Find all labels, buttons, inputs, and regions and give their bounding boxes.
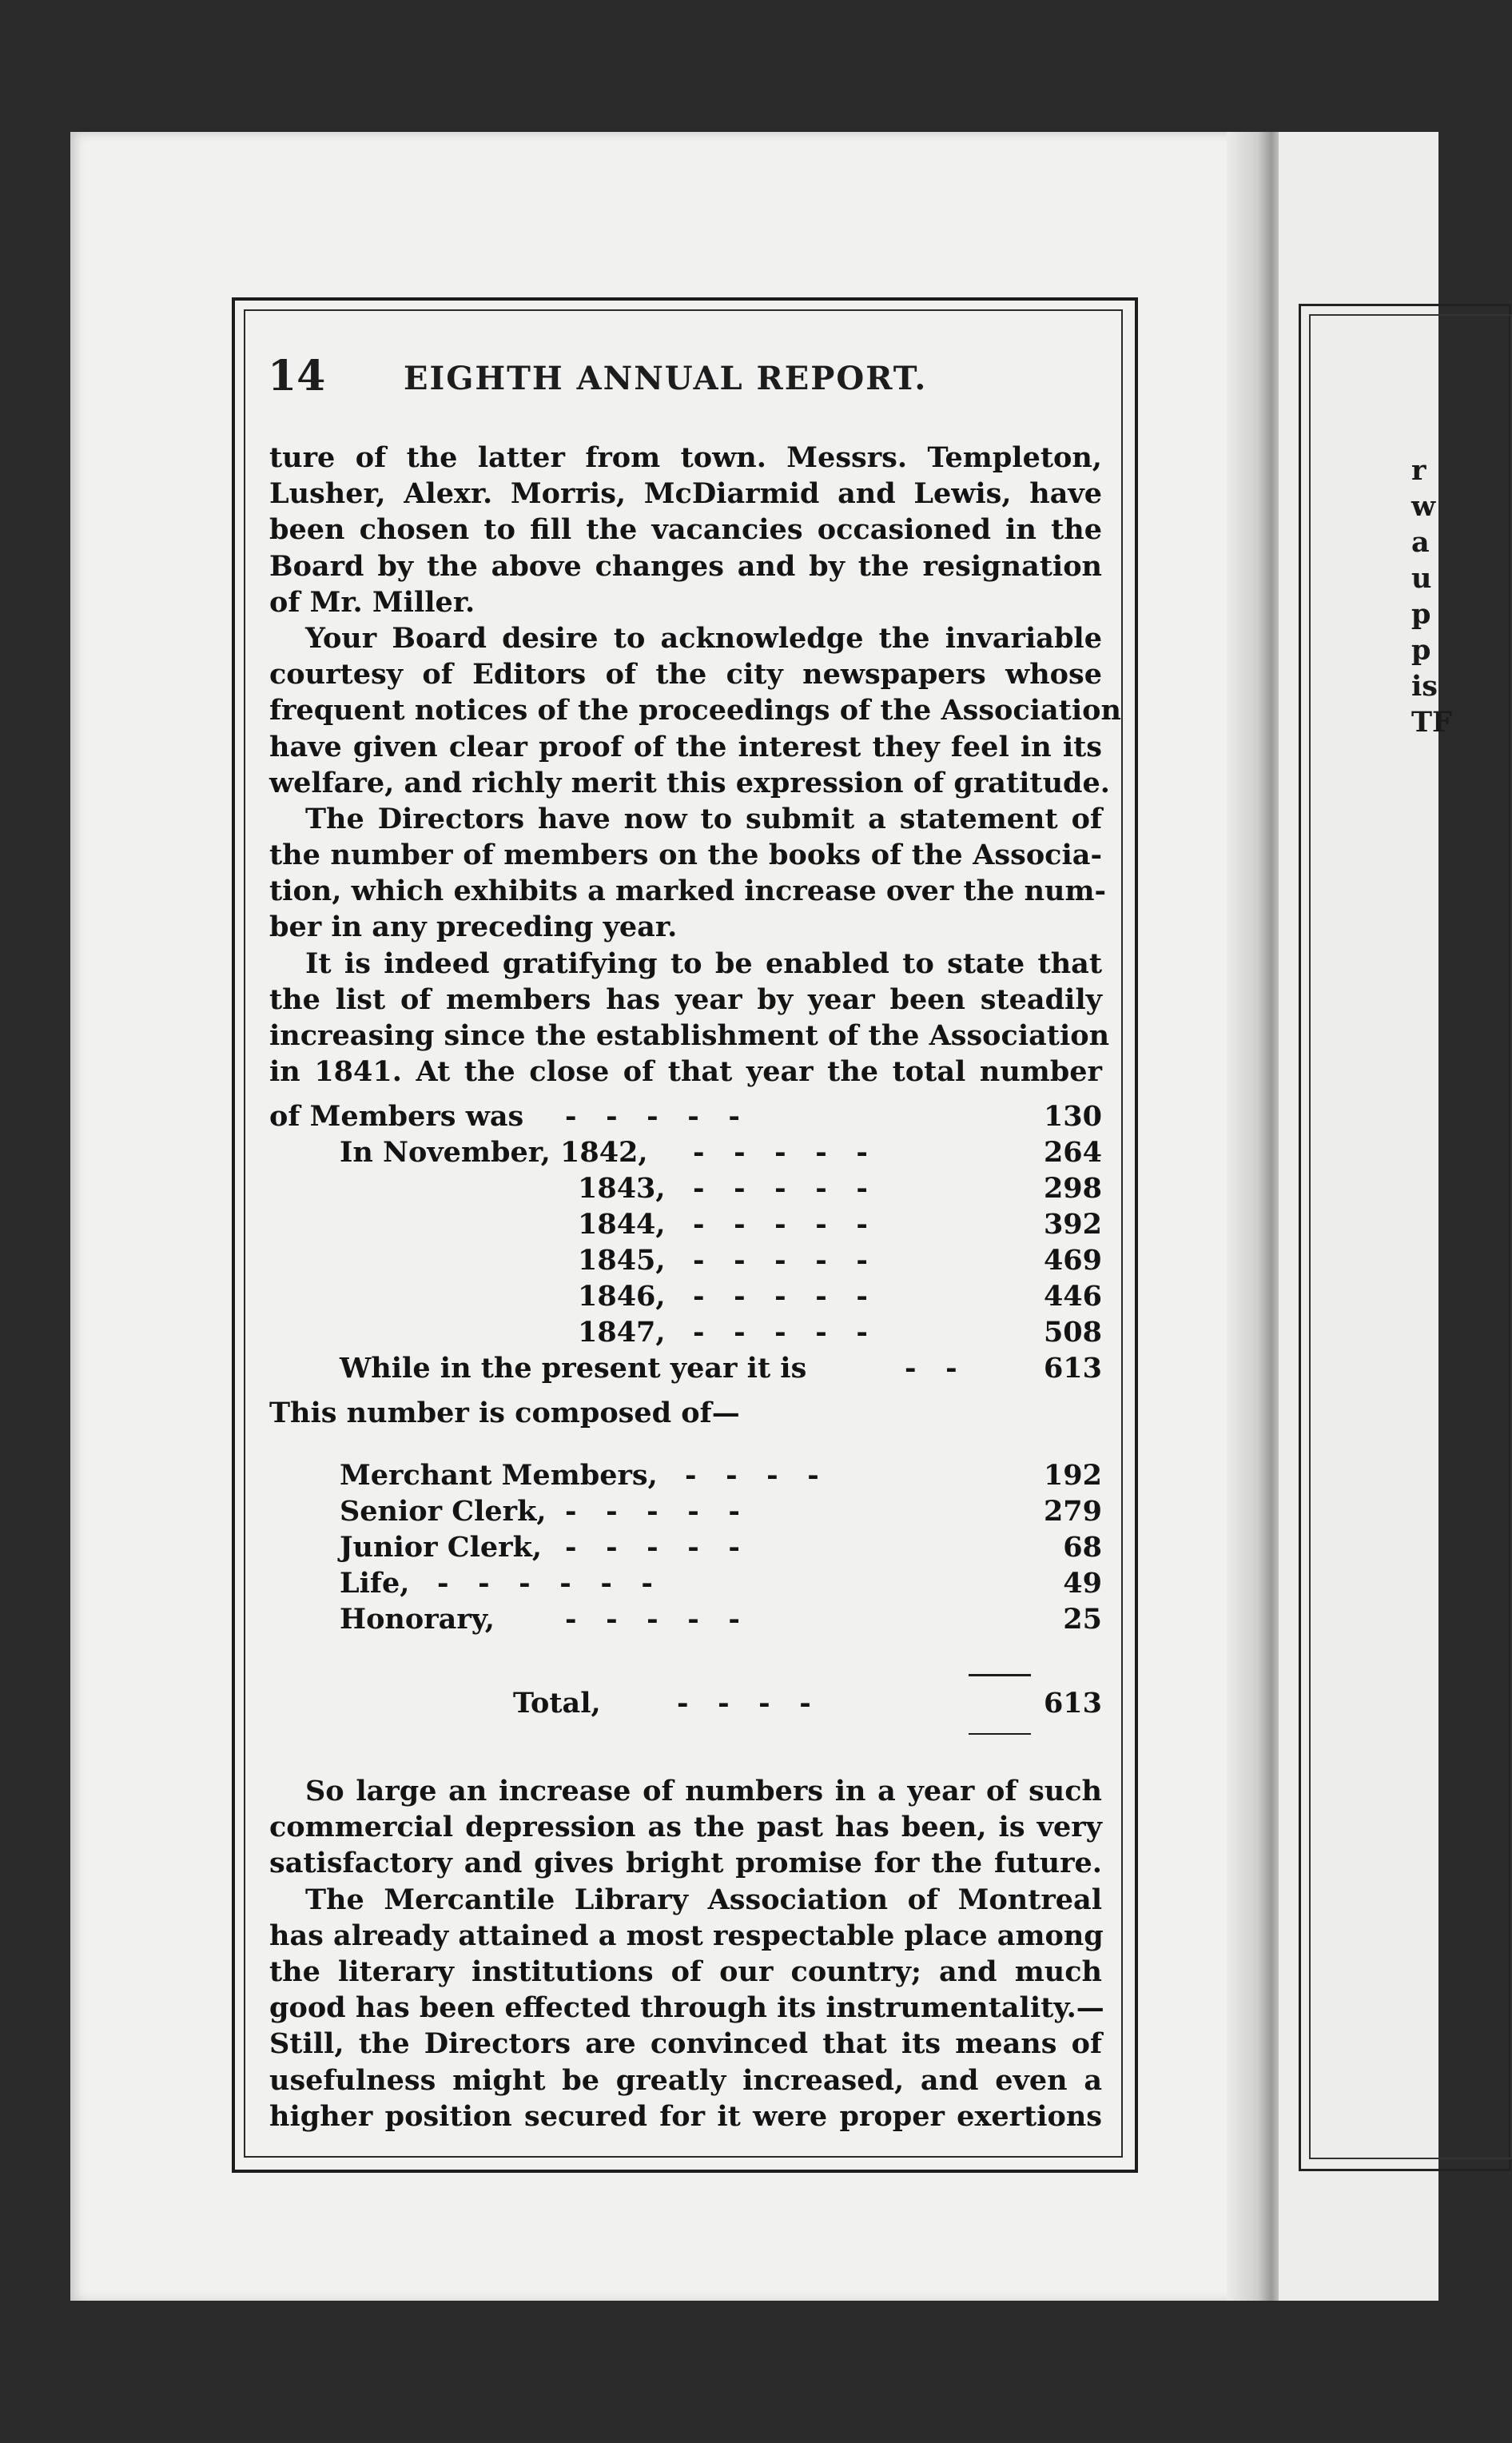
- composition-intro-text: This number is composed of—: [269, 1397, 740, 1429]
- body-text-upper: [269, 440, 1121, 1090]
- row-leader: - - - - -: [693, 1208, 868, 1241]
- row-value: 446: [1043, 1280, 1102, 1313]
- facing-page-text: [1411, 452, 1452, 740]
- row-label: Honorary,: [340, 1603, 495, 1636]
- table-row: [269, 1493, 1102, 1529]
- facing-line: w: [1411, 490, 1436, 523]
- row-leader: - - - -: [677, 1687, 811, 1720]
- row-label: While in the present year it is: [340, 1352, 807, 1385]
- text-line: courtesy of Editors of the city newspapers whose: [269, 658, 1102, 691]
- table-row: [269, 1314, 1102, 1350]
- text-line: good has been effected through its instrumentality.—: [269, 1991, 1104, 2025]
- row-value: 613: [1043, 1352, 1102, 1385]
- row-label: In November, 1842,: [340, 1136, 648, 1169]
- table-row: [269, 1206, 1102, 1242]
- facing-line: is: [1411, 670, 1438, 703]
- table-row: [269, 1601, 1102, 1637]
- row-leader: - - - - - -: [437, 1567, 653, 1600]
- text-line: satisfactory and gives bright promise for the future.: [269, 1847, 1102, 1880]
- text-line: been chosen to fill the vacancies occasioned in the: [269, 513, 1102, 547]
- page-number: 14: [268, 352, 326, 401]
- facing-line: r: [1411, 454, 1426, 487]
- row-label: Senior Clerk,: [340, 1495, 547, 1528]
- facing-page-frame-inner: [1309, 314, 1512, 2159]
- row-leader: - - - - -: [693, 1244, 868, 1277]
- row-leader: - - - - -: [565, 1495, 740, 1528]
- text-line: welfare, and richly merit this expression of gratitude.: [269, 766, 1110, 799]
- book-gutter: [1227, 132, 1283, 2302]
- facing-line: a: [1411, 526, 1430, 559]
- text-line: The Directors have now to submit a statement of: [305, 802, 1102, 835]
- row-value: 298: [1043, 1172, 1102, 1205]
- text-line: has already attained a most respectable place among: [269, 1919, 1104, 1952]
- row-value: 68: [1063, 1531, 1102, 1564]
- sum-rule: [969, 1674, 1031, 1676]
- row-label: of Members was: [269, 1100, 524, 1133]
- body-text-lower: [269, 1773, 1102, 2134]
- composition-table: [269, 1457, 1102, 1637]
- table-row: [269, 1242, 1102, 1278]
- row-leader: - - - -: [685, 1459, 819, 1492]
- row-value: 49: [1063, 1567, 1102, 1600]
- facing-line: p: [1411, 598, 1431, 631]
- row-leader: - - - - -: [693, 1172, 868, 1205]
- text-line: increasing since the establishment of the Association: [269, 1019, 1110, 1052]
- text-line: Lusher, Alexr. Morris, McDiarmid and Lewis, have: [269, 477, 1102, 511]
- row-leader: - - - - -: [693, 1136, 868, 1169]
- table-row: [269, 1565, 1102, 1601]
- scan-background-bottom: [0, 2301, 1438, 2443]
- table-row: [269, 1134, 1102, 1170]
- paragraph-increase: [269, 1773, 1102, 1882]
- text-line: frequent notices of the proceedings of the Association: [269, 694, 1121, 727]
- row-value: 192: [1043, 1459, 1102, 1492]
- running-header: [268, 352, 1115, 400]
- facing-line: p: [1411, 634, 1431, 667]
- text-line: usefulness might be greatly increased, and even a: [269, 2063, 1102, 2097]
- table-row: [269, 1457, 1102, 1493]
- row-value: 613: [1043, 1687, 1102, 1720]
- running-title: EIGHTH ANNUAL REPORT.: [404, 360, 928, 397]
- row-label: 1846,: [578, 1280, 666, 1313]
- text-line: tion, which exhibits a marked increase over the num-: [269, 875, 1107, 908]
- table-row: [269, 1098, 1102, 1134]
- row-label: 1845,: [578, 1244, 666, 1277]
- table-row: [269, 1170, 1102, 1206]
- text-line: the literary institutions of our country; and much: [269, 1955, 1102, 1988]
- row-leader: - - - - -: [565, 1100, 740, 1133]
- text-line: ber in any preceding year.: [269, 911, 678, 944]
- row-value: 469: [1043, 1244, 1102, 1277]
- table-row: [269, 1350, 1102, 1386]
- paragraph-vacancies: [269, 440, 1102, 620]
- row-label: 1844,: [578, 1208, 666, 1241]
- total-row: [269, 1685, 1102, 1721]
- row-leader: - - - - -: [565, 1603, 740, 1636]
- total-rule: [969, 1733, 1031, 1735]
- text-line: in 1841. At the close of that year the total number: [269, 1055, 1102, 1089]
- text-line: Still, the Directors are convinced that its means of: [269, 2027, 1102, 2061]
- text-line: higher position secured for it were proper exertions: [269, 2099, 1102, 2133]
- text-line: have given clear proof of the interest they feel in its: [269, 730, 1102, 763]
- table-row: [269, 1529, 1102, 1565]
- text-line: Your Board desire to acknowledge the invariable: [305, 621, 1102, 655]
- row-label: Total,: [513, 1687, 601, 1720]
- scan-background-top: [0, 0, 1438, 132]
- facing-line: u: [1411, 562, 1432, 595]
- paragraph-statement: [269, 801, 1107, 946]
- membership-by-year-table: [269, 1098, 1102, 1386]
- row-value: 130: [1043, 1100, 1102, 1133]
- row-value: 279: [1043, 1495, 1102, 1528]
- paragraph-editors: [269, 620, 1121, 801]
- row-label: Life,: [340, 1567, 410, 1600]
- row-value: 264: [1043, 1136, 1102, 1169]
- text-line: So large an increase of numbers in a year of such: [305, 1775, 1102, 1807]
- text-line: the list of members has year by year been steadily: [269, 982, 1102, 1016]
- row-label: 1843,: [578, 1172, 666, 1205]
- row-value: 508: [1043, 1316, 1102, 1349]
- row-label: Merchant Members,: [340, 1459, 658, 1492]
- text-line: It is indeed gratifying to be enabled to state that: [305, 947, 1102, 980]
- composition-intro: [269, 1395, 1102, 1431]
- text-line: The Mercantile Library Association of Montreal: [305, 1883, 1102, 1916]
- row-leader: - - - - -: [693, 1280, 868, 1313]
- row-label: Junior Clerk,: [340, 1531, 543, 1564]
- table-row: [269, 1278, 1102, 1314]
- facing-line: TF: [1411, 706, 1452, 739]
- row-leader: - -: [905, 1352, 957, 1385]
- text-line: of Mr. Miller.: [269, 585, 475, 619]
- text-line: commercial depression as the past has been, is very: [269, 1811, 1102, 1844]
- text-line: the number of members on the books of the Associa-: [269, 839, 1102, 872]
- row-value: 25: [1063, 1603, 1102, 1636]
- paragraph-gratifying: [269, 946, 1110, 1090]
- row-value: 392: [1043, 1208, 1102, 1241]
- table-row: [269, 1685, 1102, 1721]
- text-line: ture of the latter from town. Messrs. Templeton,: [269, 441, 1102, 474]
- composition-intro-line: [269, 1395, 1102, 1431]
- row-leader: - - - - -: [565, 1531, 740, 1564]
- row-label: 1847,: [578, 1316, 666, 1349]
- paragraph-mercantile: [269, 1882, 1102, 2134]
- row-leader: - - - - -: [693, 1316, 868, 1349]
- text-line: Board by the above changes and by the resignation: [269, 549, 1102, 583]
